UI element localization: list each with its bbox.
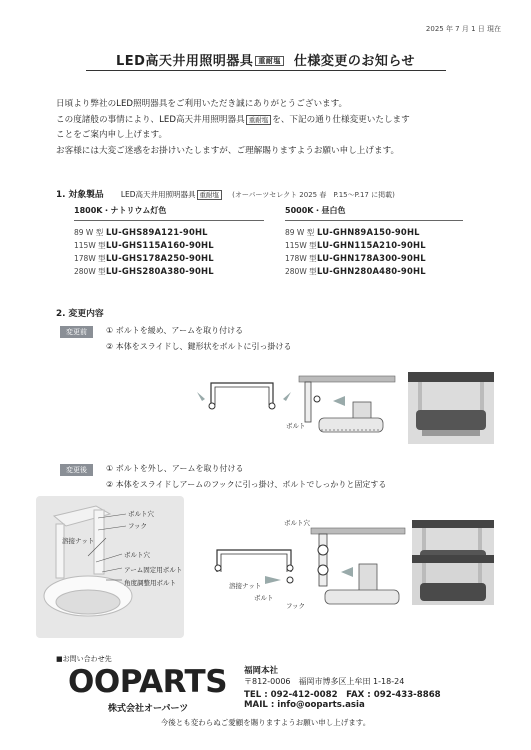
product-row <box>285 252 463 265</box>
model-number: LU-GHS178A250-90HL <box>106 253 214 263</box>
wattage: 178W 型 <box>74 254 106 263</box>
photo-label-bolt-hole: ボルト穴 <box>128 510 154 518</box>
wattage: 178W 型 <box>285 254 317 263</box>
product-note: (オーパーツセレクト 2025 春 P.15～P.17 に掲載) <box>232 191 395 199</box>
company-logo: OOPARTS <box>68 664 228 700</box>
after-bracket-diagram <box>295 524 407 614</box>
before-bolt-label: ボルト <box>286 422 306 430</box>
company-name: 株式会社オーパーツ <box>108 704 189 714</box>
wattage: 280W 型 <box>74 267 106 276</box>
before-bracket-diagram <box>285 372 400 444</box>
product-badge: 重耐塩 <box>197 190 223 200</box>
after-step-2: ② 本体をスライドしアームのフックに引っ掛け、ボルトでしっかりと固定する <box>106 480 387 489</box>
photo-label-angle-bolt: 角度調整用ボルト <box>124 579 176 587</box>
photo-label-bolt-hole-2: ボルト穴 <box>124 551 150 559</box>
product-row <box>285 265 463 278</box>
product-row <box>74 239 264 252</box>
office-name: 福岡本社 <box>244 666 279 676</box>
model-number: LU-GHN280A480-90HL <box>317 266 426 276</box>
date: 2025 年 7 月 1 日 現在 <box>425 25 501 33</box>
product-row <box>285 226 463 239</box>
intro-line-2-pre: この度諸般の事情により、LED高天井用照明器具 <box>56 114 245 125</box>
after-photo-2 <box>412 555 494 605</box>
after-tag: 変更後 <box>60 464 93 476</box>
intro-badge: 重耐塩 <box>246 115 272 125</box>
product-row <box>74 226 264 239</box>
before-step-2: ② 本体をスライドし、鍵形状をボルトに引っ掛ける <box>106 342 292 351</box>
group-1800k-title: 1800K・ナトリウム灯色 <box>74 206 167 215</box>
group-1800k-divider <box>74 220 264 221</box>
wattage: 115W 型 <box>74 241 106 250</box>
title-underline <box>86 70 446 71</box>
before-arm-diagram <box>195 375 295 420</box>
product-row <box>74 252 264 265</box>
group-5000k-divider <box>285 220 463 221</box>
wattage: 89 W 型 <box>74 228 104 237</box>
model-number: LU-GHN115A210-90HL <box>317 240 426 250</box>
intro-paragraph <box>56 97 496 159</box>
intro-line-3: ことをご案内申し上げます。 <box>56 130 168 140</box>
photo-label-weld-nut: 溶接ナット <box>62 537 95 545</box>
office-tel-fax: TEL : 092-412-0082 FAX : 092-433-8868 <box>244 690 441 700</box>
page-title <box>0 50 531 69</box>
group-1800k <box>74 205 264 278</box>
photo-label-hook: フック <box>128 522 148 530</box>
after-step-1: ① ボルトを外し、アームを取り付ける <box>106 464 244 473</box>
diagram-label-bolt-hole: ボルト穴 <box>284 519 310 527</box>
diagram-label-hook: フック <box>286 602 306 610</box>
wattage: 115W 型 <box>285 241 317 250</box>
closing-message: 今後とも変わらぬご愛顧を賜りますようお願い申し上げます。 <box>160 718 371 727</box>
model-number: LU-GHS89A121-90HL <box>106 227 208 237</box>
product-row <box>285 239 463 252</box>
title-pre: LED高天井用照明器具 <box>115 54 254 69</box>
diagram-label-bolt: ボルト <box>254 594 274 602</box>
product-name: LED高天井用照明器具 <box>120 190 196 199</box>
model-number: LU-GHN89A150-90HL <box>317 227 420 237</box>
section-2-heading: 2. 変更内容 <box>56 309 104 319</box>
office-address: 〒812-0006 福岡市博多区上牟田 1-18-24 <box>244 677 405 686</box>
intro-line-2-post: を、下記の通り仕様変更いたします <box>272 114 410 125</box>
wattage: 89 W 型 <box>285 228 315 237</box>
model-number: LU-GHS115A160-90HL <box>106 240 214 250</box>
product-row <box>74 265 264 278</box>
section-1-heading-row <box>56 182 395 201</box>
intro-line-1: 日頃より弊社のLED照明器具をご利用いただき誠にありがとうございます。 <box>56 99 348 109</box>
section-1-heading: 1. 対象製品 <box>56 190 104 200</box>
before-tag: 変更前 <box>60 326 93 338</box>
before-step-1: ① ボルトを緩め、アームを取り付ける <box>106 326 244 335</box>
group-5000k <box>285 205 463 278</box>
group-5000k-title: 5000K・昼白色 <box>285 206 346 215</box>
contact-label: ■お問い合わせ先 <box>56 655 112 663</box>
wattage: 280W 型 <box>285 267 317 276</box>
model-number: LU-GHN178A300-90HL <box>317 253 426 263</box>
intro-line-4: お客様には大変ご迷惑をお掛けいたしますが、ご理解賜りますようお願い申し上げます。 <box>56 145 400 156</box>
title-post: 仕様変更のお知らせ <box>293 54 416 69</box>
before-photo <box>408 372 494 444</box>
model-number: LU-GHS280A380-90HL <box>106 266 214 276</box>
office-mail[interactable]: MAIL : info@ooparts.asia <box>244 700 365 710</box>
photo-label-arm-bolt: アーム固定用ボルト <box>124 566 183 574</box>
intro-line-2 <box>56 113 496 129</box>
title-badge: 重耐塩 <box>255 56 284 66</box>
diagram-label-weld-nut: 溶接ナット <box>229 582 262 590</box>
